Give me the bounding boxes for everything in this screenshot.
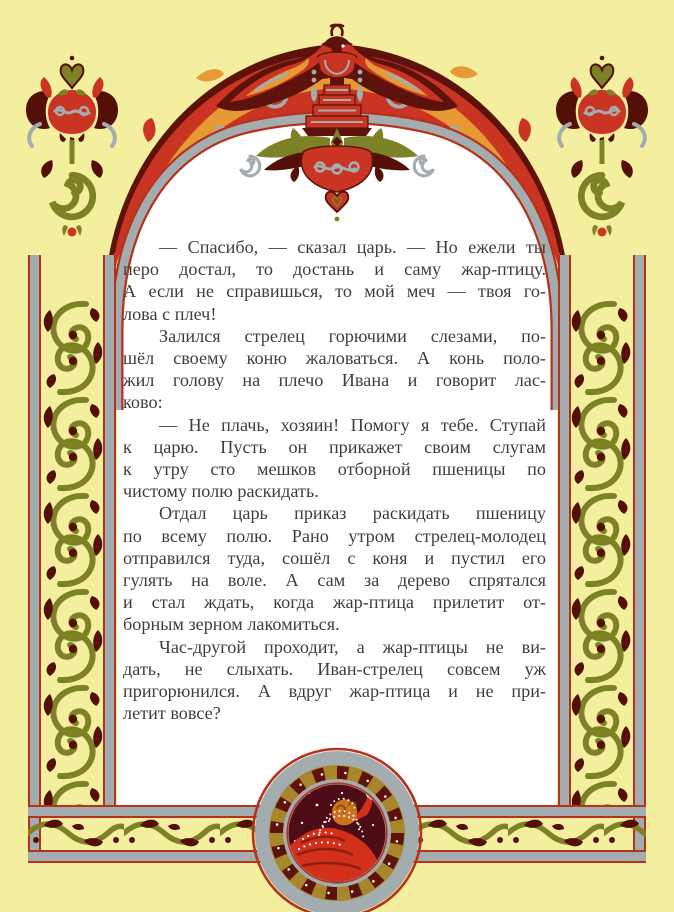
text-line: дать, не слыхать. Иван-стрелец совсем уж [123,658,546,679]
text-line: А если не справишься, то мой меч — твоя го- [123,281,546,302]
corner-flower-left [26,56,118,237]
text-line: — Не плачь, хозяин! Помогу я тебе. Ступай [159,414,546,435]
text-line: к царю. Пусть он прикажет своим слугам [123,436,546,457]
text-line: Залился стрелец горючими слезами, по- [159,325,546,346]
text-line: Час-другой проходит, а жар-птицы не ви- [159,636,546,657]
medallion [253,749,421,912]
text-line: отправился туда, сошёл с коня и пустил его [123,547,546,568]
text-line: гулять на воле. А сам за дерево спрятался [123,570,546,591]
story-text [123,236,546,724]
text-line: борным зерном лакомиться. [123,614,340,635]
text-line: по всему полю. Рано утром стрелец-молодец [123,525,546,546]
paragraph [123,636,546,725]
text-line: Отдал царь приказ раскидать пшеницу [159,503,546,524]
text-line: к утру сто мешков отборной пшеницы по [123,459,546,480]
text-line: летит вовсе? [123,703,221,724]
text-line: перо достал, то достань и саму жар-птицу. [123,259,546,280]
paragraph [123,502,546,635]
border-left [28,255,116,858]
text-line: жил голову на плечо Ивана и говорит лас- [123,370,546,391]
text-line: ково: [123,392,163,413]
text-line: чистому полю раскидать. [123,481,319,502]
text-line: и стал ждать, когда жар-птица прилетит от- [123,592,546,613]
paragraph [123,236,546,325]
text-line: — Спасибо, — сказал царь. — Но ежели ты [159,237,546,257]
paragraph [123,325,546,414]
paragraph [123,414,546,503]
border-right [558,255,646,858]
corner-flower-right [556,56,648,237]
text-line: пригорюнился. А вдруг жар-птица и не при- [123,681,546,702]
text-line: шёл своему коню жаловаться. А конь поло- [123,348,546,369]
text-line: лова с плеч! [123,303,217,324]
